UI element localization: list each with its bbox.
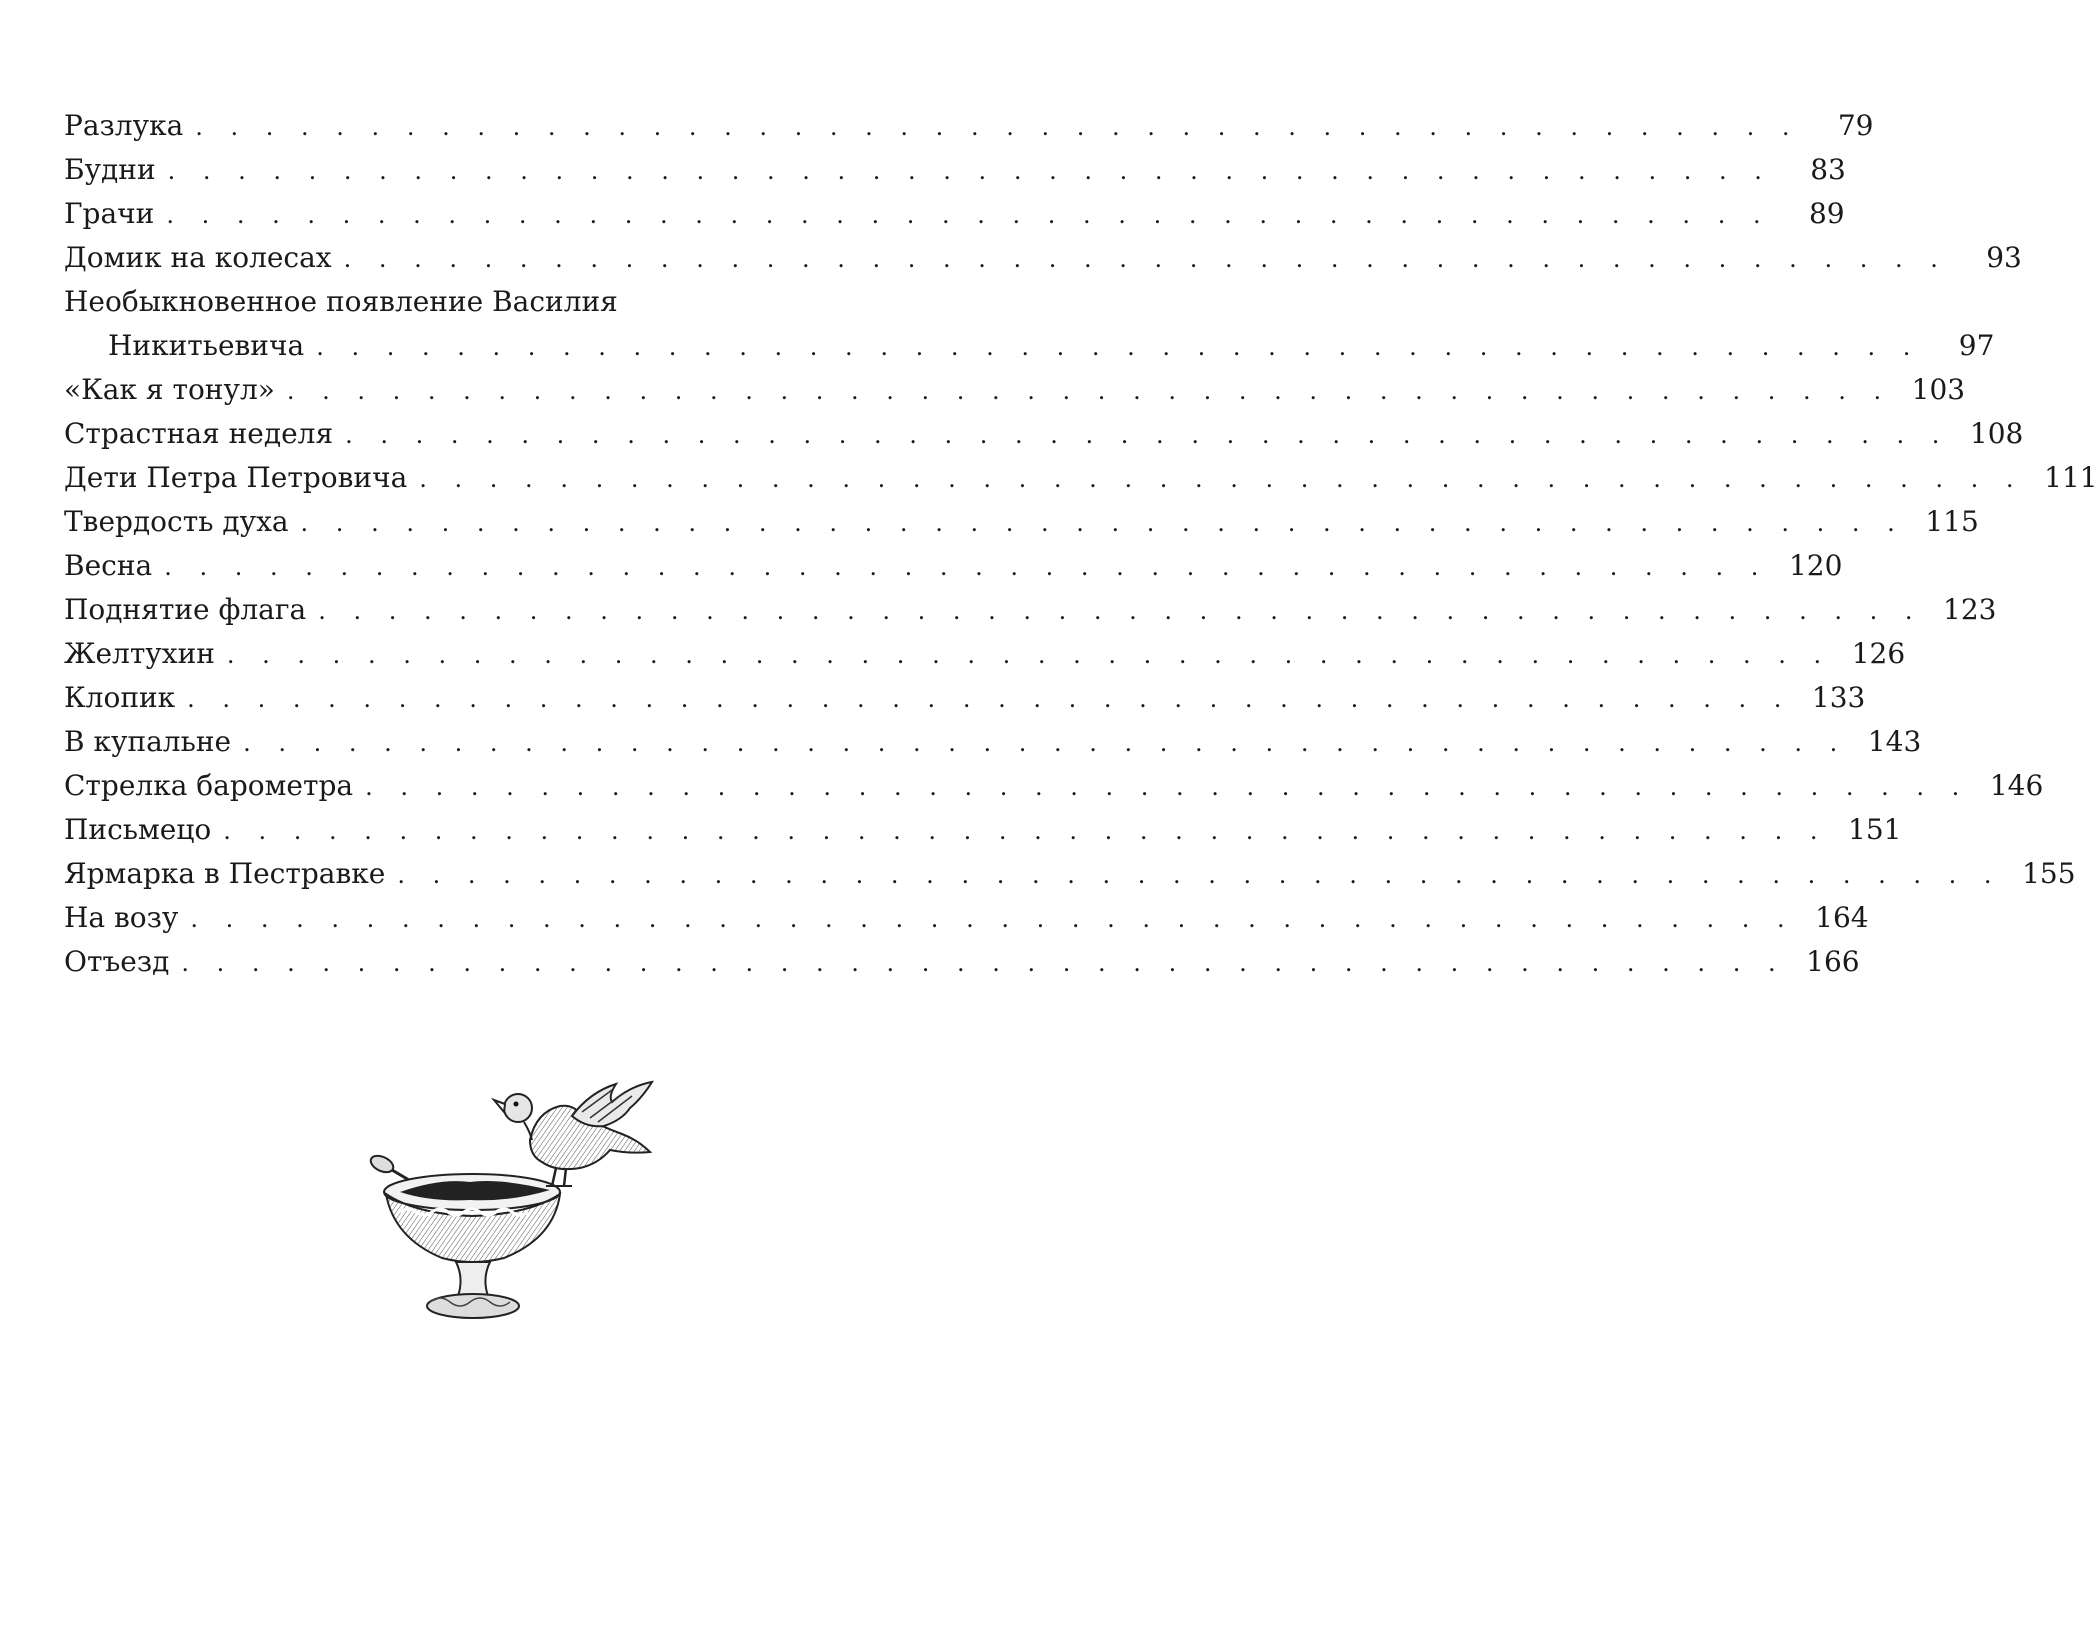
toc-title: «Как я тонул» [64, 373, 275, 406]
toc-title: Желтухин [64, 637, 215, 670]
toc-leader: . . . . . . . . . . . . . . . . . . . . . . . . . . . . . . . . . . . . . . . . . . . . . . [164, 553, 1769, 581]
toc-title: Будни [64, 153, 156, 186]
toc-page: 123 [1943, 593, 1997, 626]
toc-leader: . . . . . . . . . . . . . . . . . . . . . . . . . . . . . . . . . . . . . . . . . . . . . . [345, 421, 1950, 449]
toc-entry [64, 280, 894, 324]
toc-page: 155 [2022, 857, 2076, 890]
toc-page: 143 [1867, 725, 1922, 758]
toc-title: Твердость духа [64, 505, 289, 538]
toc-title: Домик на колесах [64, 241, 332, 274]
toc-page: 126 [1851, 637, 1906, 670]
toc-entry [64, 148, 1846, 192]
toc-title: Стрелка барометра [64, 769, 354, 802]
toc-leader: . . . . . . . . . . . . . . . . . . . . . . . . . . . . . . . . . . . . . . . . . . . . . . [187, 685, 1792, 713]
toc-entry [64, 764, 2044, 808]
toc-entry [64, 236, 2022, 280]
toc-page: 83 [1810, 153, 1846, 186]
bowl-icon [384, 1174, 560, 1318]
bird-icon [494, 1082, 652, 1186]
toc-title: Разлука [64, 109, 184, 142]
toc-leader: . . . . . . . . . . . . . . . . . . . . . . . . . . . . . . . . . . . . . . . . . . . . . . [223, 817, 1828, 845]
toc-entry [64, 544, 1843, 588]
toc-page: 115 [1925, 505, 1979, 538]
toc-page: 79 [1837, 109, 1874, 142]
toc-page: 146 [1989, 769, 2044, 802]
toc-leader: . . . . . . . . . . . . . . . . . . . . . . . . . . . . . . . . . . . . . . . . . . . . . . [226, 641, 1832, 669]
toc-title-continuation: Никитьевича [108, 329, 305, 362]
toc-leader: . . . . . . . . . . . . . . . . . . . . . . . . . . . . . . . . . . . . . . . . . . . . . . [397, 861, 2002, 889]
toc-page: 93 [1986, 241, 2022, 274]
toc-entry [64, 104, 1874, 148]
toc-page: 133 [1811, 681, 1866, 714]
toc-title: В купальне [64, 725, 232, 758]
toc-leader: . . . . . . . . . . . . . . . . . . . . . . . . . . . . . . . . . . . . . . . . . . . . . . [365, 773, 1970, 801]
toc-title: На возу [64, 901, 179, 934]
toc-page: 89 [1808, 197, 1845, 230]
toc-page: 108 [1969, 417, 2024, 450]
toc-leader: . . . . . . . . . . . . . . . . . . . . . . . . . . . . . . . . . . . . . . . . . . . . . . [167, 157, 1772, 185]
toc-title: Поднятие флага [64, 593, 307, 626]
toc-entry [64, 412, 2024, 456]
toc-title: Грачи [64, 197, 155, 230]
toc-entry [64, 588, 1997, 632]
toc-entry [64, 632, 1906, 676]
toc-leader: . . . . . . . . . . . . . . . . . . . . . . . . . . . . . . . . . . . . . . . . . . . . . . [316, 333, 1921, 361]
toc-leader: . . . . . . . . . . . . . . . . . . . . . . . . . . . . . . . . . . . . . . . . . . . . . . [166, 201, 1771, 229]
toc-leader: . . . . . . . . . . . . . . . . . . . . . . . . . . . . . . . . . . . . . . . . . . . . . . [318, 597, 1923, 625]
toc-page: 164 [1815, 901, 1869, 934]
toc-page: 103 [1911, 373, 1966, 406]
toc-title: Письмецо [64, 813, 212, 846]
toc-entry [64, 940, 1860, 984]
toc-leader: . . . . . . . . . . . . . . . . . . . . . . . . . . . . . . . . . . . . . . . . . . . . . . [343, 245, 1948, 273]
toc-title: Необыкновенное появление Василия [64, 285, 618, 318]
toc-page: 120 [1788, 549, 1843, 582]
toc-page: 111 [2044, 461, 2098, 494]
table-of-contents [64, 104, 2098, 984]
toc-leader: . . . . . . . . . . . . . . . . . . . . . . . . . . . . . . . . . . . . . . . . . . . . . . [419, 465, 2024, 493]
toc-title: Клопик [64, 681, 176, 714]
bird-on-bowl-icon [360, 1082, 680, 1354]
toc-entry [64, 500, 1979, 544]
toc-entry [64, 896, 1869, 940]
toc-leader: . . . . . . . . . . . . . . . . . . . . . . . . . . . . . . . . . . . . . . . . . . . . . . [243, 729, 1848, 757]
toc-entry [64, 720, 1922, 764]
toc-leader: . . . . . . . . . . . . . . . . . . . . . . . . . . . . . . . . . . . . . . . . . . . . . . [181, 949, 1786, 977]
toc-title: Отъезд [64, 945, 170, 978]
toc-leader: . . . . . . . . . . . . . . . . . . . . . . . . . . . . . . . . . . . . . . . . . . . . . . [195, 113, 1800, 141]
toc-entry-continuation [64, 324, 1995, 368]
toc-leader: . . . . . . . . . . . . . . . . . . . . . . . . . . . . . . . . . . . . . . . . . . . . . . [300, 509, 1905, 537]
toc-entry [64, 808, 1902, 852]
toc-title: Дети Петра Петровича [64, 461, 408, 494]
toc-entry [64, 852, 2076, 896]
toc-title: Страстная неделя [64, 417, 334, 450]
toc-entry [64, 368, 1966, 412]
toc-leader: . . . . . . . . . . . . . . . . . . . . . . . . . . . . . . . . . . . . . . . . . . . . . . [286, 377, 1892, 405]
toc-entry [64, 192, 1845, 236]
toc-title: Ярмарка в Пестравке [64, 857, 386, 890]
toc-entry [64, 676, 1866, 720]
toc-entry [64, 456, 2098, 500]
toc-leader: . . . . . . . . . . . . . . . . . . . . . . . . . . . . . . . . . . . . . . . . . . . . . . [190, 905, 1795, 933]
toc-page: 166 [1806, 945, 1860, 978]
toc-page: 97 [1958, 329, 1995, 362]
toc-title: Весна [64, 549, 153, 582]
toc-page: 151 [1848, 813, 1902, 846]
